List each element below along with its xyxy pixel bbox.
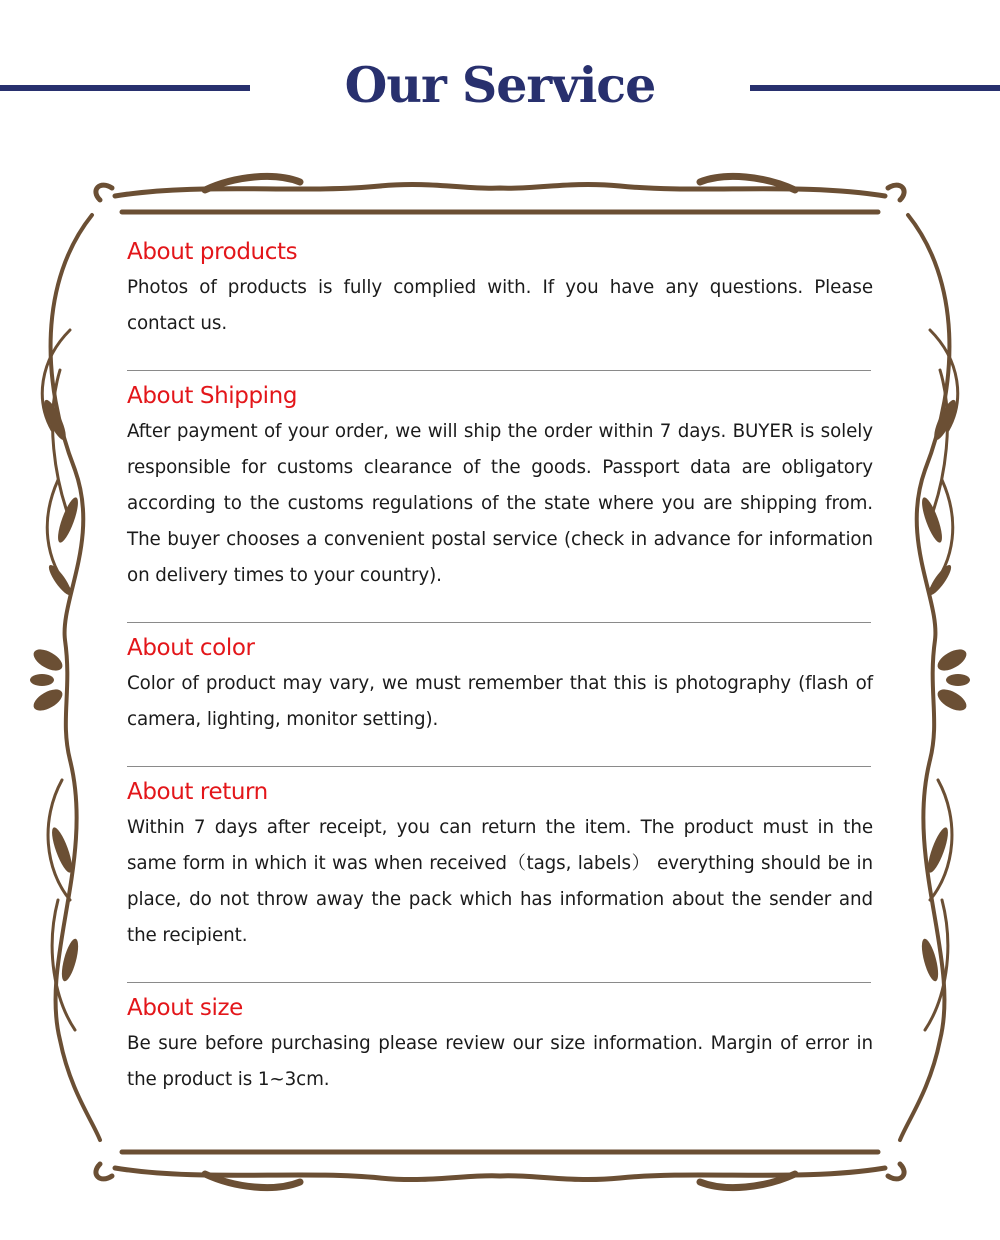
section-size	[127, 990, 873, 1098]
section-color	[127, 630, 873, 738]
section-heading: About return	[127, 779, 268, 805]
section-heading: About size	[127, 995, 243, 1021]
section-heading: About products	[127, 239, 298, 265]
section-body: Color of product may vary, we must remember that this is photography (flash of camera, lighting, monitor setting).	[127, 673, 873, 730]
section-divider	[127, 622, 871, 623]
section-body: Within 7 days after receipt, you can return the item. The product must in the same form in which it was when received（tags, labels） everything should be in place, do not throw away the pack which has information about the sender and the recipient.	[127, 817, 873, 946]
section-body: Be sure before purchasing please review our size information. Margin of error in the product is 1~3cm.	[127, 1033, 873, 1090]
page-title: Our Service	[344, 56, 656, 114]
section-shipping	[127, 378, 873, 594]
section-return	[127, 774, 873, 954]
section-heading: About color	[127, 635, 255, 661]
section-divider	[127, 766, 871, 767]
section-body: Photos of products is fully complied with. If you have any questions. Please contact us.	[127, 277, 873, 334]
section-products	[127, 234, 873, 342]
section-divider	[127, 370, 871, 371]
service-content	[127, 234, 873, 1098]
section-divider	[127, 982, 871, 983]
section-body: After payment of your order, we will ship the order within 7 days. BUYER is solely responsible for customs clearance of the goods. Passport data are obligatory according to the customs regulations of the state where you are shipping from. The buyer chooses a convenient postal service (check in advance for information on delivery times to your country).	[127, 421, 873, 586]
section-heading: About Shipping	[127, 383, 298, 409]
